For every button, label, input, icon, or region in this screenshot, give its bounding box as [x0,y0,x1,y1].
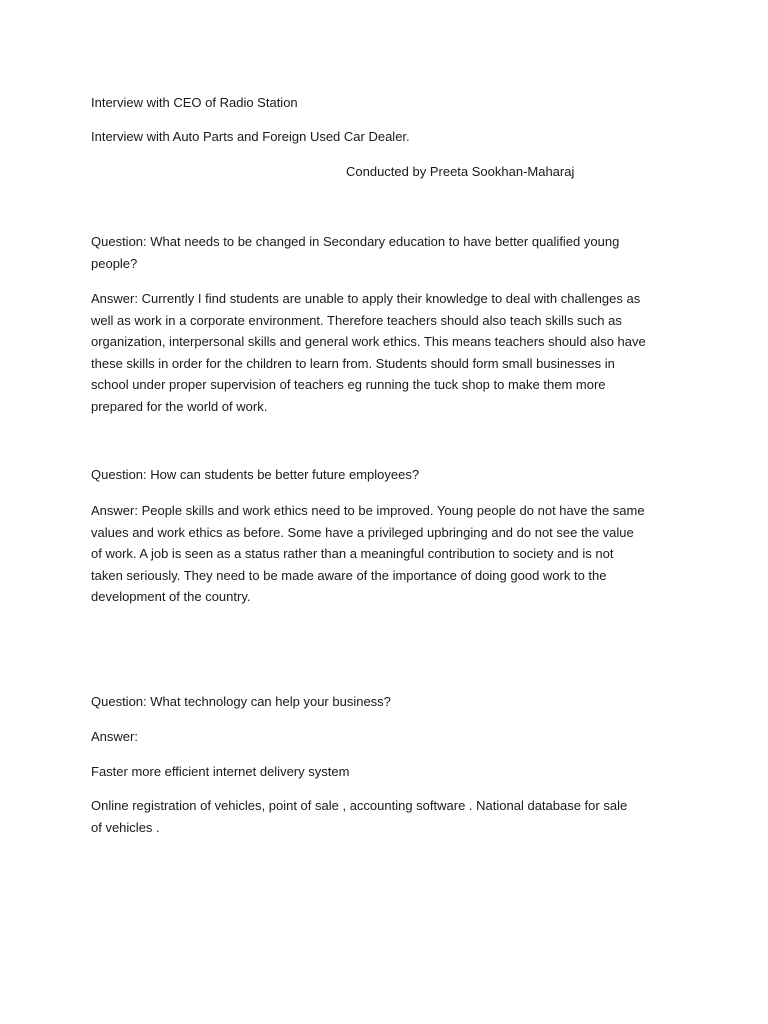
answer-3-item-internet: Faster more efficient internet delivery system [91,764,350,779]
byline: Conducted by Preeta Sookhan-Maharaj [346,164,575,179]
question-1: Question: What needs to be changed in Secondary education to have better qualified young people? [91,234,620,271]
answer-3-item-software: Online registration of vehicles, point of sale , accounting software . National database for sale of vehicles . [91,798,628,835]
document-title-radio: Interview with CEO of Radio Station [91,95,298,110]
question-3: Question: What technology can help your business? [91,694,391,709]
answer-2: Answer: People skills and work ethics need to be improved. Young people do not have the same values and work ethics as before. Some have a privileged upbringing and do not see the value of work. A job is seen as a status rather than a meaningful contribution to society and is not taken seriously. They need to be made aware of the importance of doing good work to the development of the country. [91,503,645,605]
answer-3-label: Answer: [91,729,138,744]
answer-1: Answer: Currently I find students are unable to apply their knowledge to deal with challenges as well as work in a corporate environment. Therefore teachers should also teach skills such as organization, interpersonal skills and general work ethics. This means teachers should also have these skills in order for the children to learn from. Students should form small businesses in school under proper supervision of teachers eg running the tuck shop to make them more prepared for the world of work. [91,291,646,414]
question-2: Question: How can students be better future employees? [91,467,420,482]
document-title-auto-parts: Interview with Auto Parts and Foreign Used Car Dealer. [91,129,410,144]
